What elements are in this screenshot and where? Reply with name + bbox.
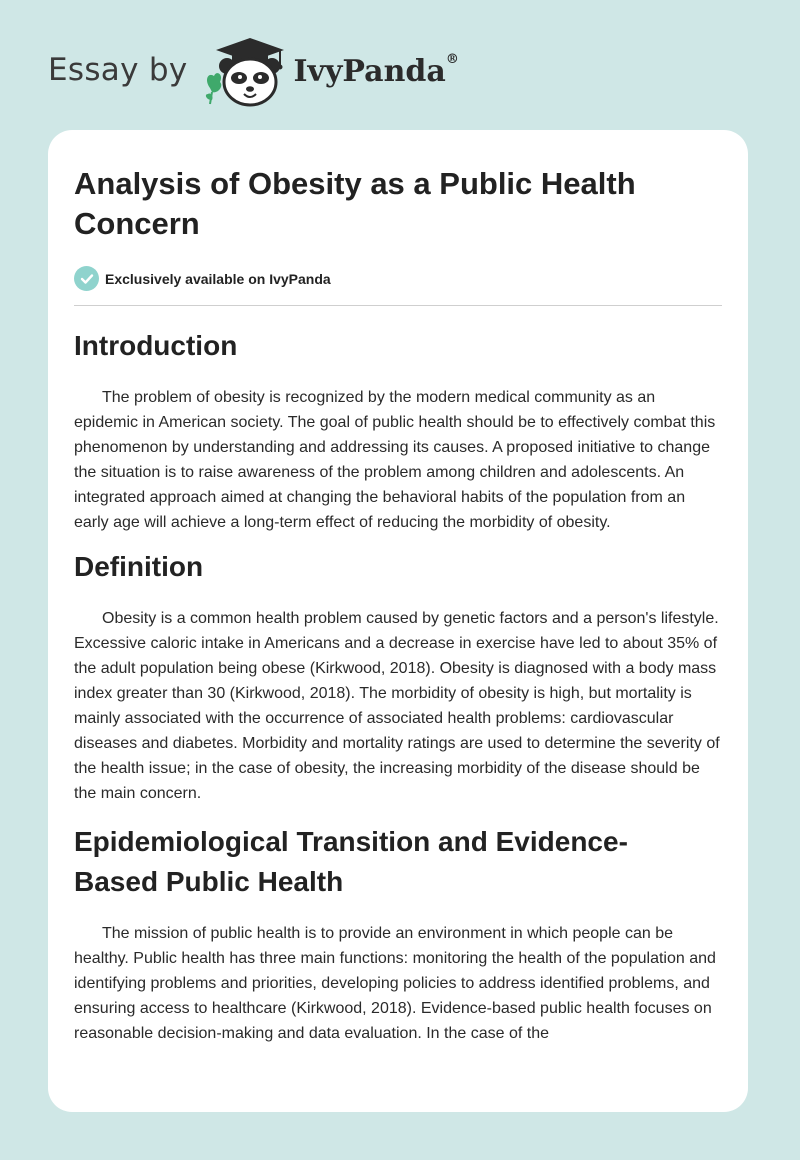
section-heading-definition: Definition <box>74 551 204 582</box>
brand-text: IvyPanda <box>293 53 446 89</box>
section-heading-epidemiological: Epidemiological Transition and Evidence-Based Public Health <box>74 826 628 897</box>
title-divider <box>74 305 722 306</box>
logo-prefix: Essay by <box>48 52 188 88</box>
section-body-introduction: The problem of obesity is recognized by the modern medical community as an epidemic in American society. The goal of public health should be to effectively combat this phenomenon by understanding and addressing its causes. A proposed initiative to change the situation is to raise awareness of the problem among children and adolescents. An integrated approach aimed at changing the behavioral habits of the population from an early age will achieve a long-term effect of reducing the morbidity of obesity. <box>74 389 716 531</box>
essay-title: Analysis of Obesity as a Public Health Concern <box>74 166 636 241</box>
checkmark-icon <box>74 266 99 291</box>
section-body-definition: Obesity is a common health problem caused by genetic factors and a person's lifestyle. Excessive caloric intake in Americans and a decrease in exercise have led to about 35% of the adult population being obese (Kirkwood, 2018). Obesity is diagnosed with a body mass index greater than 30 (Kirkwood, 2018). The morbidity of obesity is high, but mortality is mainly associated with the occurrence of associated health problems: cardiovascular diseases and diabetes. Morbidity and mortality ratings are used to determine the severity of the health issue; in the case of obesity, the increasing morbidity of the disease should be the main concern. <box>74 610 720 802</box>
exclusive-badge <box>74 266 722 291</box>
essay-content <box>48 130 748 1046</box>
exclusive-badge-text: Exclusively available on IvyPanda <box>105 270 331 287</box>
logo-brand-name <box>293 51 459 89</box>
registered-mark: ® <box>445 51 459 67</box>
section-heading-introduction: Introduction <box>74 330 238 361</box>
site-logo[interactable] <box>48 36 459 108</box>
panda-mascot-icon <box>202 36 288 108</box>
essay-card <box>48 130 748 1112</box>
section-body-epidemiological: The mission of public health is to provide an environment in which people can be healthy. Public health has three main functions: monitoring the health of the population and identifying problems and priorities, developing policies to address identified problems, and ensuring access to healthcare (Kirkwood, 2018). Evidence-based public health focuses on reasonable decision-making and data evaluation. In the case of the <box>74 925 716 1042</box>
